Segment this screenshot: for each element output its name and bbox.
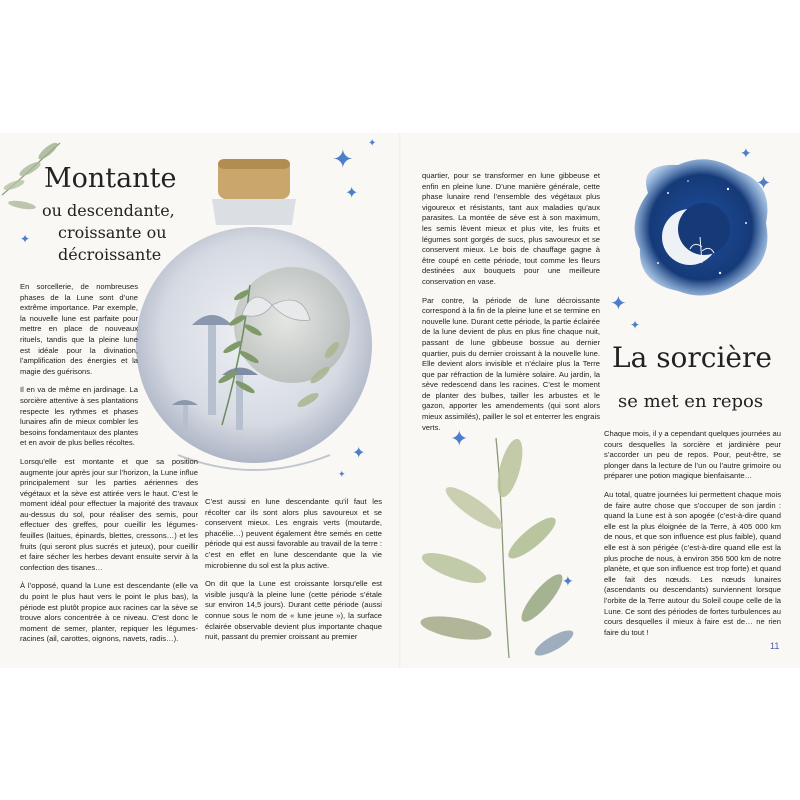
sparkle-star-icon: ✦ — [610, 291, 627, 315]
left-title-sub-1: ou descendante, — [42, 201, 175, 220]
sparkle-star-icon: ✦ — [630, 318, 641, 332]
sparkle-star-icon: ✦ — [756, 173, 772, 194]
left-column-2 — [205, 497, 382, 651]
sparkle-star-icon: ✦ — [338, 470, 346, 480]
sparkle-star-icon: ✦ — [450, 427, 469, 452]
sparkle-star-icon: ✦ — [562, 574, 574, 590]
left-title-main: Montante — [44, 163, 177, 194]
sparkle-star-icon: ✦ — [20, 232, 31, 246]
sparkle-star-icon: ✦ — [740, 146, 752, 162]
left-title-sub-2: croissante ou — [58, 223, 167, 242]
right-column-2 — [604, 429, 781, 646]
paragraph: On dit que la Lune est croissante lorsqu’elle est visible jusqu’à la pleine lune (cette période s’étale sur environ 14,5 jours). Durant cette période (aussi connue sous le nom de « lune jeune »), la surface éclairée observable devient plus importante chaque nuit, passant du premier croissant au premier — [205, 579, 382, 642]
right-title-main: La sorcière — [612, 341, 772, 374]
sparkle-star-icon: ✦ — [368, 138, 377, 149]
paragraph: quartier, pour se transformer en lune gibbeuse et enfin en pleine lune. D’une manière générale, cette phase lunaire rend l’ensemble des végétaux plus vigoureux et résistants, tant aux maladies qu’aux parasites. La montée de sève est à son maximum, les semis lèvent mieux et plus vite, les fruits et légumes sont gorgés de sucs, plus savoureux et se conservent mieux. Le bois de chauffage gagne à être coupé en cette période, tout comme les fleurs destinées aux bouquets pour une meilleure conservation en vase. — [422, 171, 600, 286]
paragraph: Par contre, la période de lune décroissante correspond à la fin de la pleine lune et se termine en nouvelle lune. Durant cette période, la partie éclairée de la lune devient de plus en plus fine chaque nuit, passant de lune gibbeuse bossue au dernier quartier, puis du dernier croissant à la nouvelle lune. Elle devient alors invisible et n’éclaire plus la Terre que par réfraction de la lumière solaire. Au jardin, la sève redescend dans les racines. C’est le moment de planter des bulbes, tailler les arbustes et le gazon, apporter les amendements (qui sont alors mieux assimilés), pailler le sol et enterrer les engrais verts. — [422, 295, 600, 432]
crescent-moon-illustration — [628, 153, 776, 301]
left-title-sub-3: décroissante — [58, 245, 162, 264]
book-spread — [0, 133, 800, 668]
paragraph: Lorsqu’elle est montante et que sa position augmente jour après jour sur l’horizon, la Lune influe principalement sur les parties aériennes des végétaux et la sève est attirée vers le haut. C’est le moment idéal pour effectuer la majorité des travaux au-dessus du sol, pour réaliser des semis, pour effectuer des greffes, pour cueillir les légumes-feuilles (laitues, épinards, blettes, cressons…) et les fruits (qui seront plus sucrés et juteux), pour cueillir et faire sécher les herbes devant ensuite servir à la confection des tisanes… — [20, 456, 198, 572]
paragraph: Chaque mois, il y a cependant quelques journées au cours desquelles la sorcière et jardinière peur s’accorder un peu de repos. Pour, peut-être, se plonger dans la lecture de l’un ou l’autre grimoire ou préparer une potion magique bienfaisante… — [604, 429, 781, 481]
sparkle-star-icon: ✦ — [345, 183, 359, 202]
paragraph: C’est aussi en lune descendante qu’il faut les récolter car ils sont alors plus savoureux et se conservent mieux. Les engrais verts (moutarde, phacélie…) peuvent également être semés en cette période qui est aussi favorable au travail de la terre : c’est en effet en lune descendante que la vie microbienne du sol est la plus active. — [205, 497, 382, 570]
right-title-sub: se met en repos — [618, 391, 764, 412]
sparkle-star-icon: ✦ — [352, 443, 366, 462]
page-gutter — [399, 133, 401, 668]
page-number: 11 — [770, 641, 780, 651]
left-column-1 — [20, 282, 198, 653]
paragraph: En sorcellerie, de nombreuses phases de la Lune sont d’une extrême importance. Par exemple, la nouvelle lune est parfaite pour mettre en place de nouveaux rituels, tandis que la pleine lune est idéale pour la divination, l’amplification des énergies et la magie des guérisons. — [20, 282, 138, 376]
paragraph: Au total, quatre journées lui permettent chaque mois de faire autre chose que s’occuper de son jardin : quand la Lune est à son apogée (c’est-à-dire quand elle est la plus éloignée de la Terre, à 405 000 km de nous, et que son influence est plus faible), quand elle est à son périgée (c’est-à-dire quand elle est la plus proche de nous, à environ 356 500 km de notre planète, et que son influence est trop forte) et quand elle fait des nœuds. Les nœuds lunaires (ascendants ou descendants) surviennent lorsque l’orbite de la Terre autour du Soleil coupe celle de la Lune. Ce sont des périodes de fortes turbulences au cours desquelles il mieux à faire est de… ne rien faire du tout ! — [604, 489, 781, 637]
eucalyptus-branch-illustration — [414, 428, 584, 668]
paragraph: À l’opposé, quand la Lune est descendante (elle va du point le plus haut vers le point le plus bas), la période est plutôt propice aux racines car la sève se trouve alors concentrée à ce niveau. C’est donc le moment de semer, planter, repiquer les légumes-racines (ail, carottes, oignons, navets, radis…). — [20, 581, 198, 644]
right-column-1 — [422, 171, 600, 441]
paragraph: Il en va de même en jardinage. La sorcière attentive à ses plantations respecte les rythmes et phases lunaires afin de mieux combler les besoins fondamentaux des plantes et en avoir de plus belles récoltes. — [20, 385, 138, 448]
sparkle-star-icon: ✦ — [332, 145, 354, 175]
